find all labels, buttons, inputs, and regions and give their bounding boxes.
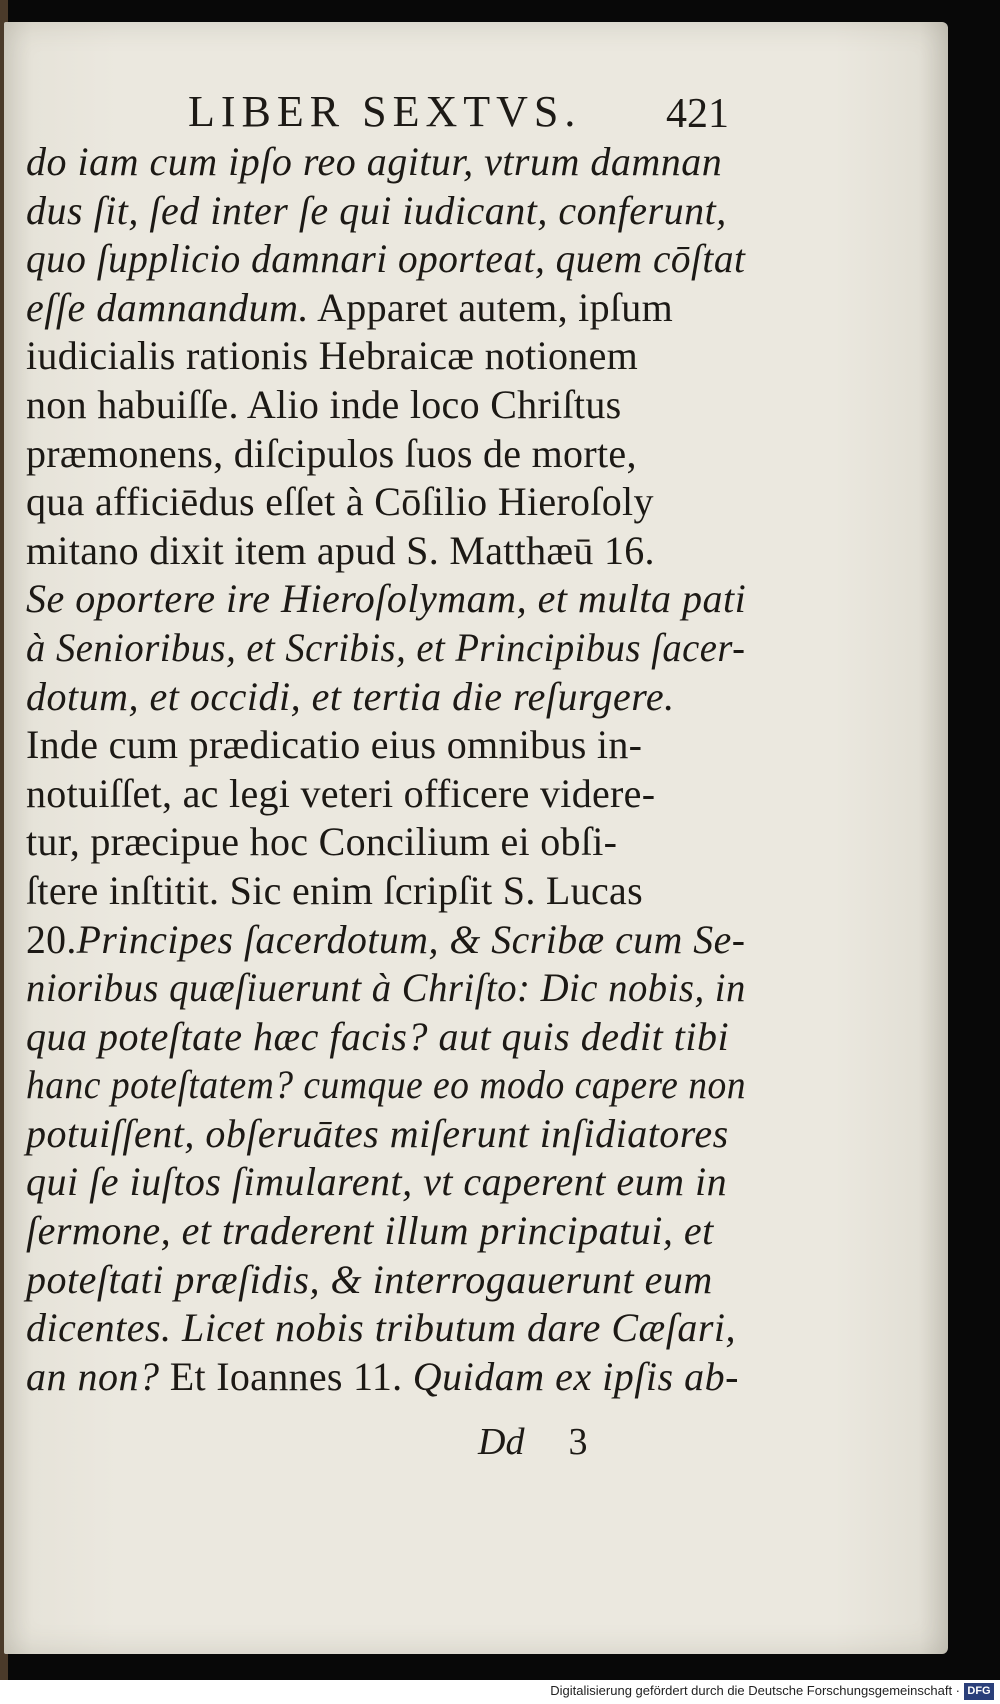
roman-segment: notuiſſet, ac legi veteri officere videre- xyxy=(26,770,656,816)
text-line xyxy=(26,1256,746,1305)
text-line xyxy=(26,1353,746,1402)
italic-segment: an non? xyxy=(26,1353,160,1399)
dfg-logo: DFG xyxy=(964,1683,994,1700)
signature-number: 3 xyxy=(568,1421,588,1463)
italic-segment: à Senioribus, et Scribis, et Principibus ſacer- xyxy=(26,624,746,670)
running-title: LIBER SEXTVS. xyxy=(188,87,582,136)
text-line xyxy=(26,381,746,430)
italic-segment: dicentes. Licet nobis tributum dare Cæſari, xyxy=(26,1305,736,1351)
text-line xyxy=(26,478,746,527)
text-line xyxy=(26,867,746,916)
italic-segment: dus ſit, ſed inter ſe qui iudicant, conferunt, xyxy=(26,187,727,233)
text-line xyxy=(26,1304,746,1353)
funding-credit: Digitalisierung gefördert durch die Deutsche Forschungsgemeinschaft · xyxy=(550,1683,960,1698)
text-line xyxy=(26,916,746,965)
italic-segment: Se oportere ire Hieroſolymam, et multa pati xyxy=(26,576,747,622)
roman-segment: Et Ioannes 11. xyxy=(159,1353,413,1399)
text-line xyxy=(26,721,746,770)
italic-segment: ſermone, et traderent illum principatui, et xyxy=(26,1208,714,1254)
italic-segment: dotum, et occidi, et tertia die reſurgere. xyxy=(26,673,675,719)
italic-segment: nioribus quæſiuerunt à Chriſto: Dic nobis, in xyxy=(26,965,746,1011)
text-line xyxy=(26,138,746,187)
italic-segment: Quidam ex ipſis ab- xyxy=(412,1353,739,1399)
text-line xyxy=(26,770,746,819)
text-line xyxy=(26,1061,747,1110)
body-text xyxy=(26,138,746,1401)
roman-segment: 20. xyxy=(26,916,77,962)
text-line xyxy=(26,235,746,284)
italic-segment: qui ſe iuſtos ſimularent, vt caperent eum in xyxy=(26,1159,728,1205)
roman-segment: tur, præcipue hoc Concilium ei obſi- xyxy=(26,819,618,865)
italic-segment: Principes ſacerdotum, & Scribæ cum Se- xyxy=(76,916,746,962)
text-line xyxy=(26,187,746,236)
text-line xyxy=(26,964,746,1013)
text-line xyxy=(26,818,746,867)
italic-segment: quo ſupplicio damnari oporteat, quem cōſtat xyxy=(26,236,746,282)
text-line xyxy=(26,1158,746,1207)
roman-segment: ſtere inſtitit. Sic enim ſcripſit S. Lucas xyxy=(26,867,643,913)
roman-segment: qua afficiēdus eſſet à Cōſilio Hieroſoly xyxy=(26,479,654,525)
roman-segment: iudicialis rationis Hebraicæ notionem xyxy=(26,333,639,379)
text-line xyxy=(26,1110,746,1159)
text-line xyxy=(26,673,746,722)
italic-segment: poteſtati præſidis, & interrogauerunt eum xyxy=(26,1256,713,1302)
italic-segment: eſſe damnandum. xyxy=(26,284,310,330)
italic-segment: potuiſſent, obſeruātes miſerunt inſidiatores xyxy=(26,1110,729,1156)
roman-segment: Apparet autem, ipſum xyxy=(309,284,674,330)
text-line xyxy=(26,527,746,576)
roman-segment: mitano dixit item apud S. Matthæū 16. xyxy=(26,527,655,573)
text-line xyxy=(26,430,746,479)
italic-segment: hanc poteſtatem? cumque eo modo capere non xyxy=(26,1062,747,1108)
text-line xyxy=(26,1207,746,1256)
text-line xyxy=(26,575,746,624)
text-line xyxy=(26,332,746,381)
signature-mark xyxy=(478,1420,587,1464)
text-line xyxy=(26,1013,746,1062)
roman-segment: non habuiſſe. Alio inde loco Chriſtus xyxy=(26,381,622,427)
text-line xyxy=(26,284,746,333)
text-line xyxy=(26,624,746,673)
page-number: 421 xyxy=(666,91,729,137)
italic-segment: qua poteſtate hæc facis? aut quis dedit tibi xyxy=(26,1013,730,1059)
digitization-footer xyxy=(0,1680,1000,1704)
roman-segment: præmonens, diſcipulos ſuos de morte, xyxy=(26,430,637,476)
signature-letters: Dd xyxy=(478,1421,525,1463)
roman-segment: Inde cum prædicatio eius omnibus in- xyxy=(26,722,643,768)
italic-segment: do iam cum ipſo reo agitur, vtrum damnan xyxy=(26,139,723,184)
